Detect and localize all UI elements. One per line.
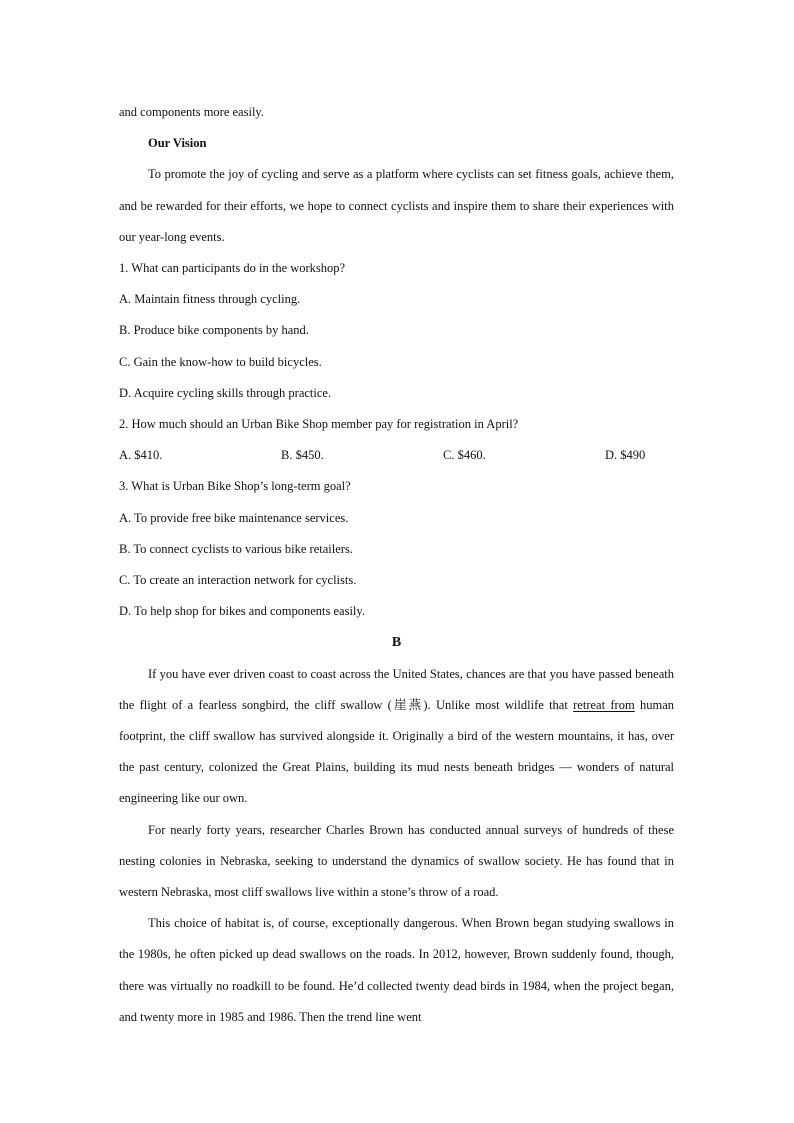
paragraph-text: If you have ever driven coast to coast across the United States, chances are that you have passed beneath the flight of a fearless songbird, the cliff swallow (崖燕). Unlike most wildlife that	[119, 666, 674, 712]
document-page	[119, 97, 674, 1033]
passage-paragraph-1	[119, 659, 674, 815]
vision-heading: Our Vision	[148, 136, 207, 151]
passage-paragraph-2: For nearly forty years, researcher Charles Brown has conducted annual surveys of hundreds of these nesting colonies in Nebraska, seeking to understand the dynamics of swallow society. He has found that in western Nebraska, most cliff swallows live within a stone’s throw of a road.	[119, 822, 674, 900]
option-row	[119, 440, 674, 471]
paragraph-text: human footprint, the cliff swallow has survived alongside it. Originally a bird of the western mountains, it has, over the past century, colonized the Great Plains, building its mud nests beneath bridges — wonders of natural engineering like our own.	[119, 697, 674, 806]
option-a: A. Maintain fitness through cycling.	[119, 292, 301, 307]
question-stem: 1. What can participants do in the workshop?	[119, 261, 346, 276]
option-c: C. Gain the know-how to build bicycles.	[119, 354, 322, 369]
option-d: D. To help shop for bikes and components easily.	[119, 604, 365, 619]
passage-paragraph-3: This choice of habitat is, of course, exceptionally dangerous. When Brown began studying swallows in the 1980s, he often picked up dead swallows on the roads. In 2012, however, Brown suddenly found, though, there was virtually no roadkill to be found. He’d collected twenty dead birds in 1984, when the project began, and twenty more in 1985 and 1986. Then the trend line went	[119, 916, 674, 1024]
option-d: D. Acquire cycling skills through practice.	[119, 385, 332, 400]
question-1	[119, 253, 674, 409]
question-3	[119, 471, 674, 627]
vision-paragraph: To promote the joy of cycling and serve as a platform where cyclists can set fitness goals, achieve them, and be rewarded for their efforts, we hope to connect cyclists and inspire them to share their experiences with our year-long events.	[119, 167, 674, 244]
underlined-phrase: retreat from	[573, 697, 635, 712]
option-d: D. $490	[605, 448, 646, 463]
option-c: C. $460.	[443, 448, 486, 463]
option-b: B. Produce bike components by hand.	[119, 323, 309, 338]
option-b: B. To connect cyclists to various bike retailers.	[119, 541, 353, 556]
question-stem: 3. What is Urban Bike Shop’s long-term goal?	[119, 479, 351, 494]
intro-tail: and components more easily.	[119, 105, 264, 119]
option-b: B. $450.	[281, 448, 324, 463]
option-a: A. $410.	[119, 448, 163, 463]
question-2	[119, 409, 674, 471]
section-heading-b: B	[391, 635, 402, 651]
option-c: C. To create an interaction network for cyclists.	[119, 573, 357, 588]
option-a: A. To provide free bike maintenance services.	[119, 510, 349, 525]
question-stem: 2. How much should an Urban Bike Shop member pay for registration in April?	[119, 417, 519, 432]
